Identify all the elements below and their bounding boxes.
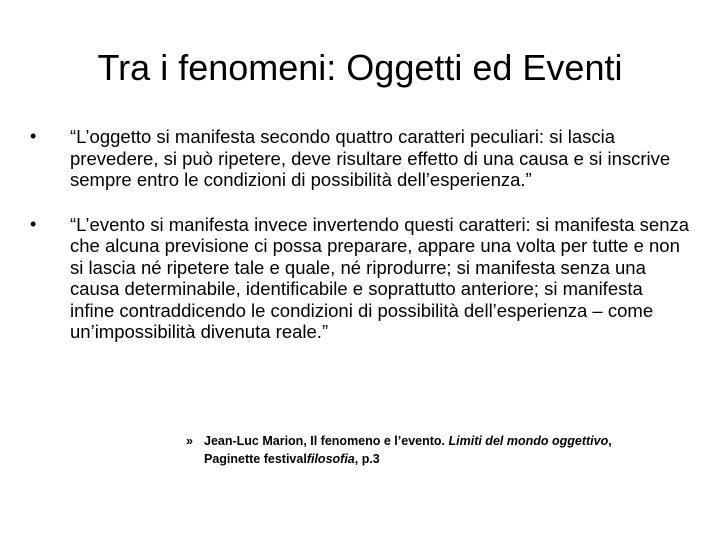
citation-separator: , [354, 452, 362, 466]
citation-text [186, 432, 686, 468]
bullet-text: “L’evento si manifesta invece invertendo questi caratteri: si manifesta senza che alcuna previsione ci possa preparare, appare una volta per tutte e non si lascia né ripetere tale e quale, né riprodurre; si manifesta senza una causa determinabile, identificabile e soprattutto anteriore; si manifesta infine contraddicendo le condizioni di possibilità dell’esperienza – come un’impossibilità divenuta reale.” [70, 213, 690, 342]
citation-publisher: Paginette festival [204, 452, 307, 466]
bullet-marker: • [30, 126, 37, 146]
citation-page: p.3 [361, 452, 380, 466]
citation-subtitle: Limiti del mondo oggettivo [448, 434, 609, 448]
citation-publisher-italic: filosofia [306, 452, 355, 466]
bullet-list [30, 126, 690, 343]
citation-separator: , [608, 434, 612, 448]
bullet-marker: • [30, 213, 37, 234]
bullet-item-oggetto [30, 126, 690, 191]
citation [186, 432, 686, 468]
bullet-text: “L’oggetto si manifesta secondo quattro caratteri peculiari: si lascia prevedere, si può ripetere, deve risultare effetto di una causa e si inscrive sempre entro le condizioni di possibilità dell’esperienza.” [70, 126, 671, 190]
slide-title: Tra i fenomeni: Oggetti ed Eventi [97, 47, 623, 88]
citation-marker: » [186, 434, 193, 448]
bullet-item-evento [30, 214, 690, 343]
citation-author-work: Jean-Luc Marion, Il fenomeno e l’evento. [204, 434, 449, 448]
